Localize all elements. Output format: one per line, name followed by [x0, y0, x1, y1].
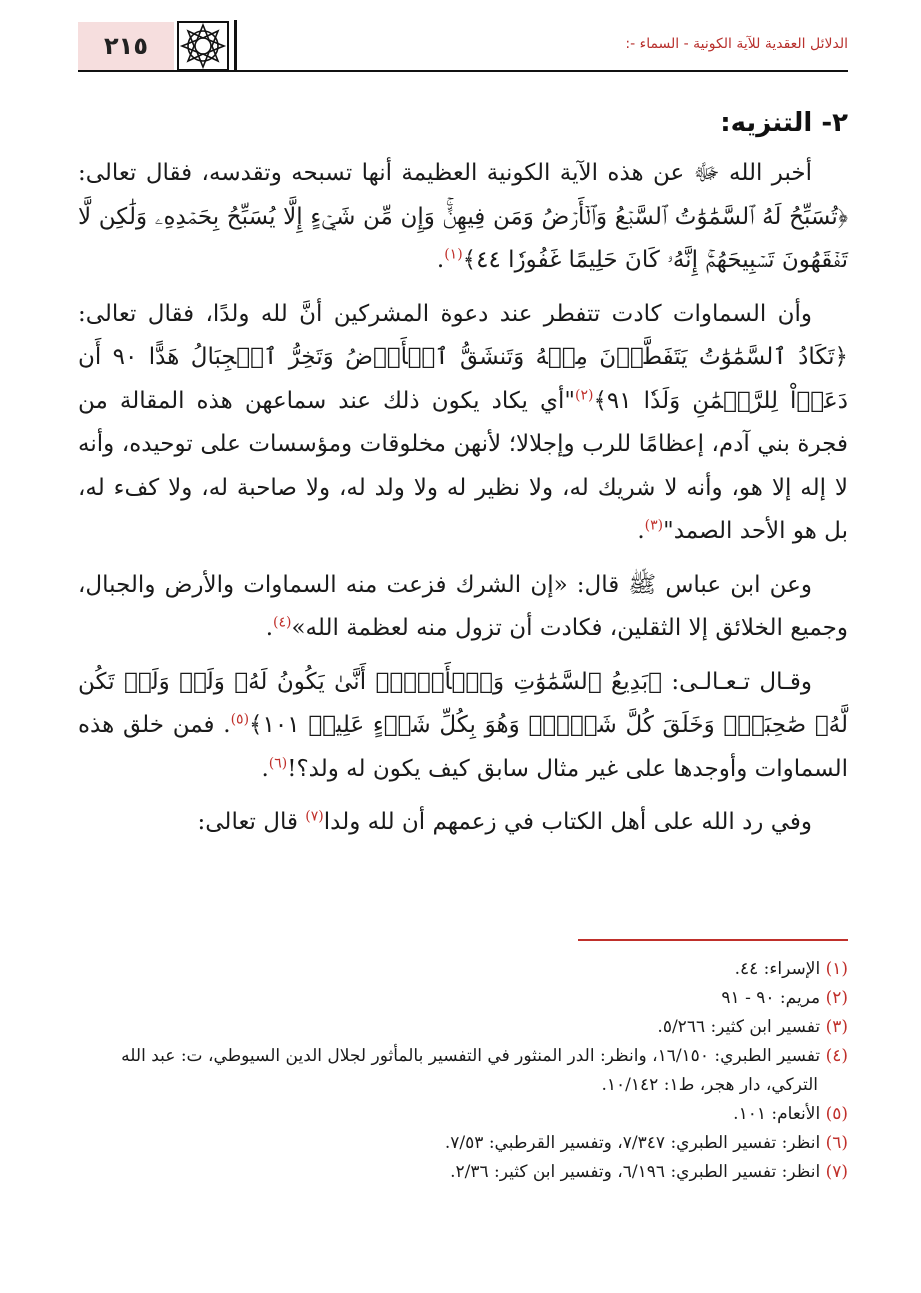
footnote-item: [78, 1129, 848, 1158]
footnote-text: تفسير ابن كثير: ٥/٢٦٦.: [657, 1017, 821, 1037]
footnote-ref: (٥): [230, 711, 250, 728]
paragraph-tail: قال تعالى:: [197, 809, 306, 835]
footnote-ref: (٣): [644, 517, 664, 534]
footnote-number: (٤): [825, 1046, 848, 1066]
paragraph-text: وفي رد الله على أهل الكتاب في زعمهم أن لله ولدا: [323, 809, 812, 835]
page-number: ٢١٥: [78, 22, 174, 70]
running-title: الدلائل العقدية للآية الكونية - السماء -:: [625, 36, 848, 52]
footnote-ref: (٧): [305, 808, 324, 825]
paragraph-text: وقـال تـعـالـى: ﴿بَدِيعُ ٱلسَّمَٰوَٰتِ وَٱلۡأَرۡضِۖ أَنَّىٰ يَكُونُ لَهُۥ وَلَدٞ وَلَمۡ تَكُن لَّهُۥ صَٰحِبَةٞۖ وَخَلَقَ كُلَّ شَيۡءٖۖ وَهُوَ بِكُلِّ شَيۡءٍ عَلِيمٞ ١٠١﴾: [78, 668, 849, 738]
paragraph: [78, 564, 848, 651]
page-header: [78, 14, 848, 70]
footnote-number: (٢): [825, 988, 848, 1008]
paragraph: [78, 801, 848, 845]
paragraph: [78, 661, 848, 792]
main-text: [78, 108, 848, 855]
header-rule: [78, 70, 848, 72]
footnote-number: (٣): [825, 1017, 848, 1037]
footnote-number: (٥): [825, 1104, 848, 1124]
paragraph-tail: .: [265, 615, 274, 641]
footnote-text: الإسراء: ٤٤.: [734, 959, 821, 979]
ornament-icon: [176, 20, 230, 72]
footnote-item: [78, 1013, 848, 1042]
footnote-ref: (٢): [574, 386, 594, 403]
footnote-text: انظر: تفسير الطبري: ٦/١٩٦، وتفسير ابن كثير: ٢/٣٦.: [450, 1162, 821, 1182]
footnote-ref: (٦): [268, 754, 288, 771]
footnote-text: انظر: تفسير الطبري: ٧/٣٤٧، وتفسير القرطبي: ٧/٥٣.: [444, 1133, 821, 1153]
footnotes: [78, 955, 848, 1187]
paragraph: [78, 293, 848, 554]
footnote-text: مريم: ٩٠ - ٩١: [721, 988, 821, 1008]
section-heading: ٢- التنزيه:: [720, 108, 848, 138]
paragraph-tail: .: [637, 518, 645, 544]
footnote-rule: [578, 939, 848, 941]
footnote-number: (٦): [825, 1133, 848, 1153]
footnote-text: تفسير الطبري: ١٦/١٥٠، وانظر: الدر المنثور في التفسير بالمأثور لجلال الدين السيوطي، ت: عبد الله التركي، دار هجر، ط١: ١٠/١٤٢.: [121, 1046, 821, 1095]
paragraph-text: أخبر الله ﷻ عن هذه الآية الكونية العظيمة أنها تسبحه وتقدسه، فقال تعالى: ﴿تُسَبِّحُ لَهُ ٱلسَّمَٰوَٰتُ ٱلسَّبۡعُ وَٱلۡأَرۡضُ وَمَن فِيهِنَّۚ وَإِن مِّن شَيۡءٍ إِلَّا يُسَبِّحُ بِحَمۡدِهِۦ وَلَٰكِن لَّا تَفۡقَهُونَ تَسۡبِيحَهُمۡۚ إِنَّهُۥ كَانَ حَلِيمًا غَفُورٗا ٤٤﴾: [78, 160, 848, 273]
paragraph-tail: "أي يكاد يكون ذلك عند سماعهن هذه المقالة من فجرة بني آدم، إعظامًا للرب وإجلالا؛ لأنهن مخلوقات ومؤسسات على توحيده، وأنه لا إله إلا هو، وأنه لا شريك له، ولا نظير له ولا ولد له، ولا صاحبة له، ولا كفء له، بل هو الأحد الصمد": [78, 387, 848, 544]
footnote-text: الأنعام: ١٠١.: [733, 1104, 821, 1124]
footnote-item: [78, 1100, 848, 1129]
header-divider: [234, 20, 237, 70]
footnote-ref: (١): [444, 246, 463, 263]
paragraph-tail: . فمن خلق هذه السماوات وأوجدها على غير مثال سابق كيف يكون له ولد؟!: [78, 712, 848, 782]
footnote-item: [78, 955, 848, 984]
footnote-number: (١): [825, 959, 848, 979]
footnote-item: [78, 1158, 848, 1187]
paragraph-tail: .: [261, 755, 269, 782]
footnote-item: [78, 984, 848, 1013]
paragraph: [78, 152, 848, 283]
footnote-number: (٧): [825, 1162, 848, 1182]
paragraph-text: وعن ابن عباس ﷺ قال: «إن الشرك فزعت منه السماوات والأرض والجبال، وجميع الخلائق إلا الثقلين، فكادت أن تزول منه لعظمة الله»: [78, 571, 848, 641]
paragraph-tail: .: [436, 247, 445, 273]
footnote-item: [78, 1042, 848, 1100]
paragraph-text: وأن السماوات كادت تتفطر عند دعوة المشركين أنَّ لله ولدًا، فقال تعالى: ﴿تَكَادُ ٱلسَّمَٰوَٰتُ يَتَفَطَّرۡنَ مِنۡهُ وَتَنشَقُّ ٱلۡأَرۡضُ وَتَخِرُّ ٱلۡجِبَالُ هَدًّا ٩٠ أَن دَعَوۡاْ لِلرَّحۡمَٰنِ وَلَدٗا ٩١﴾: [78, 300, 848, 414]
footnote-ref: (٤): [273, 614, 292, 631]
